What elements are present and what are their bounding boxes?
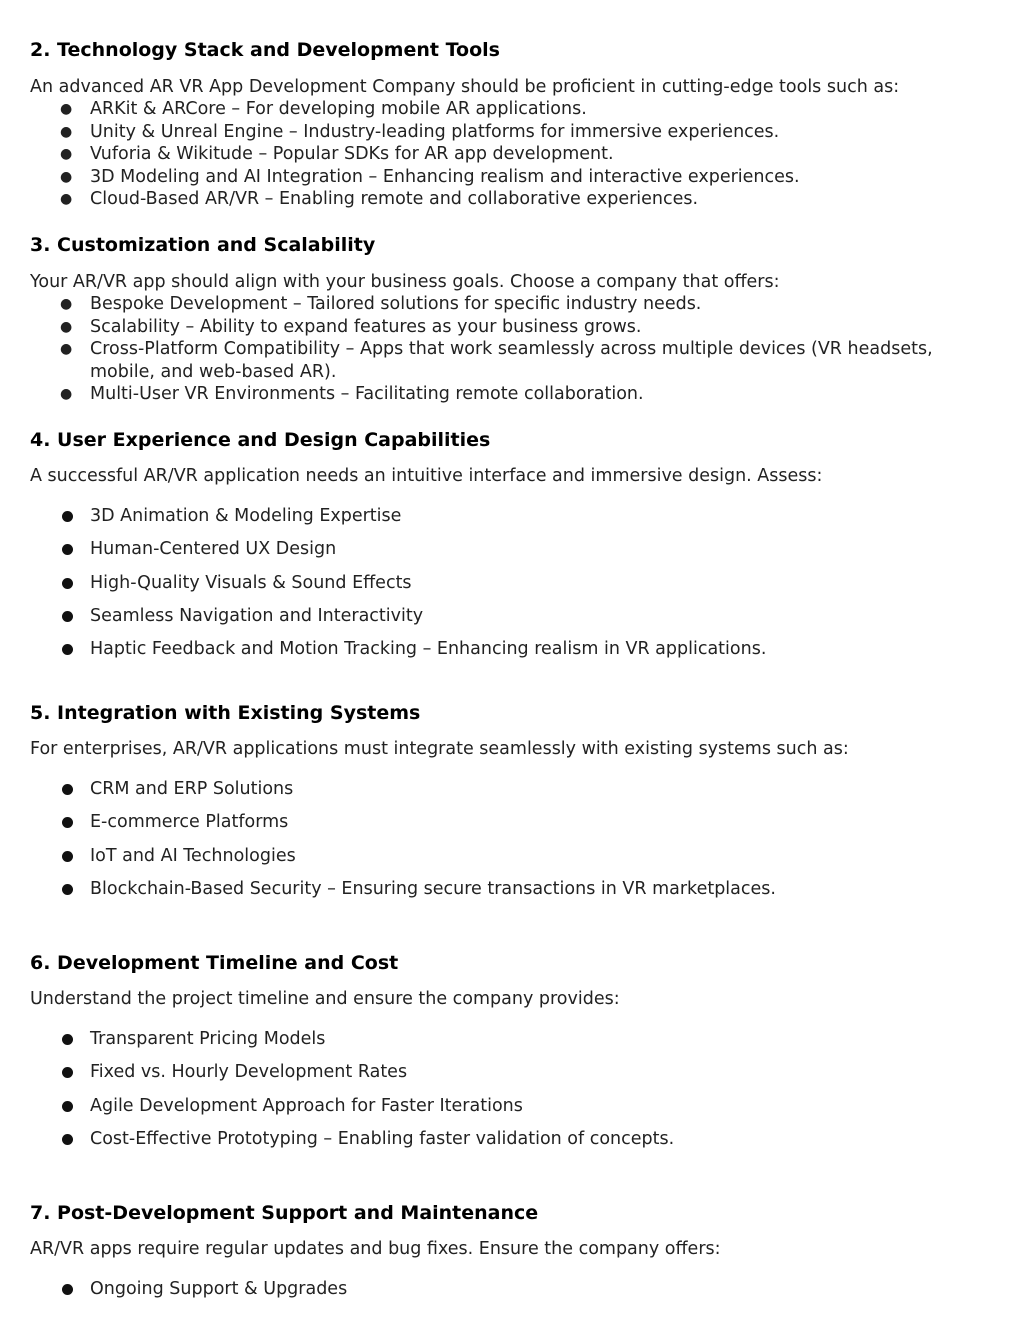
section-heading: 2. Technology Stack and Development Tools [30, 39, 500, 61]
bullet-icon: ● [60, 123, 73, 140]
bullet-icon [62, 1034, 73, 1045]
list-item: ● ARKit & ARCore – For developing mobile AR applications. [60, 99, 587, 119]
bullet-icon: ● [60, 101, 73, 117]
list-item: Transparent Pricing Models [0, 1028, 1024, 1061]
bullet-list [0, 98, 1024, 211]
list-item: Agile Development Approach for Faster Iterations [0, 1095, 1024, 1128]
list-item: High-Quality Visuals & Sound Effects [0, 572, 1024, 605]
section-heading: 4. User Experience and Design Capabilities [30, 429, 491, 451]
section-intro: Your AR/VR app should align with your business goals. Choose a company that offers: [30, 272, 780, 292]
list-item: ● 3D Modeling and AI Integration – Enhancing realism and interactive experiences. [60, 166, 800, 187]
list-item: CRM and ERP Solutions [0, 778, 1024, 811]
list-item: 3D Animation & Modeling Expertise [0, 505, 1024, 538]
list-item: ● Cloud-Based AR/VR – Enabling remote and collaborative experiences. [60, 189, 699, 209]
bullet-icon: ● [60, 341, 73, 357]
section-intro: Understand the project timeline and ensure the company provides: [30, 989, 620, 1009]
list-item: Haptic Feedback and Motion Tracking – Enhancing realism in VR applications. [0, 638, 1024, 671]
list-item: Ongoing Support & Upgrades [0, 1278, 1024, 1311]
bullet-icon: ● [60, 146, 73, 162]
bullet-icon [62, 611, 73, 622]
section-intro: An advanced AR VR App Development Company should be proficient in cutting-edge tools such as: [30, 77, 900, 97]
section-heading: 6. Development Timeline and Cost [30, 952, 399, 974]
list-item: Fixed vs. Hourly Development Rates [0, 1061, 1024, 1094]
section-intro: A successful AR/VR application needs an intuitive interface and immersive design. Assess: [30, 466, 823, 486]
list-item: ● Cross-Platform Compatibility – Apps that work seamlessly across multiple devices (VR headsets, mobile, and web-based AR). [60, 339, 933, 382]
section-heading: 7. Post-Development Support and Maintenance [30, 1202, 539, 1224]
list-item: ● Scalability – Ability to expand features as your business grows. [60, 316, 642, 337]
bullet-icon [62, 1067, 73, 1078]
bullet-list [0, 293, 1024, 406]
list-item: Human-Centered UX Design [0, 538, 1024, 571]
bullet-icon: ● [60, 318, 73, 335]
section-heading: 5. Integration with Existing Systems [30, 702, 421, 724]
section-heading: 3. Customization and Scalability [30, 234, 376, 256]
bullet-icon: ● [60, 386, 73, 402]
bullet-icon: ● [60, 168, 73, 185]
bullet-list [0, 778, 1024, 911]
bullet-icon [62, 851, 73, 862]
bullet-icon: ● [60, 296, 73, 312]
bullet-list [0, 1278, 1024, 1311]
list-item: Blockchain-Based Security – Ensuring secure transactions in VR marketplaces. [0, 878, 1024, 911]
list-item: ● Multi-User VR Environments – Facilitating remote collaboration. [60, 384, 644, 404]
list-item: ● Bespoke Development – Tailored solutions for specific industry needs. [60, 294, 702, 314]
list-item: E-commerce Platforms [0, 811, 1024, 844]
list-item: ● Vuforia & Wikitude – Popular SDKs for AR app development. [60, 144, 614, 164]
bullet-list [0, 1028, 1024, 1161]
list-item: ● Unity & Unreal Engine – Industry-leading platforms for immersive experiences. [60, 121, 780, 142]
bullet-icon [62, 784, 73, 795]
bullet-icon [62, 511, 73, 522]
list-item: Seamless Navigation and Interactivity [0, 605, 1024, 638]
bullet-icon [62, 1134, 73, 1145]
bullet-icon [62, 817, 73, 828]
section-intro: For enterprises, AR/VR applications must integrate seamlessly with existing systems such as: [30, 739, 849, 759]
section-intro: AR/VR apps require regular updates and bug fixes. Ensure the company offers: [30, 1239, 721, 1259]
bullet-icon [62, 884, 73, 895]
bullet-icon: ● [60, 191, 73, 207]
list-item: Cost-Effective Prototyping – Enabling faster validation of concepts. [0, 1128, 1024, 1161]
bullet-icon [62, 644, 73, 655]
bullet-icon [62, 1101, 73, 1112]
bullet-icon [62, 544, 73, 555]
list-item: IoT and AI Technologies [0, 845, 1024, 878]
bullet-icon [62, 578, 73, 589]
bullet-list [0, 505, 1024, 671]
bullet-icon [62, 1284, 73, 1295]
